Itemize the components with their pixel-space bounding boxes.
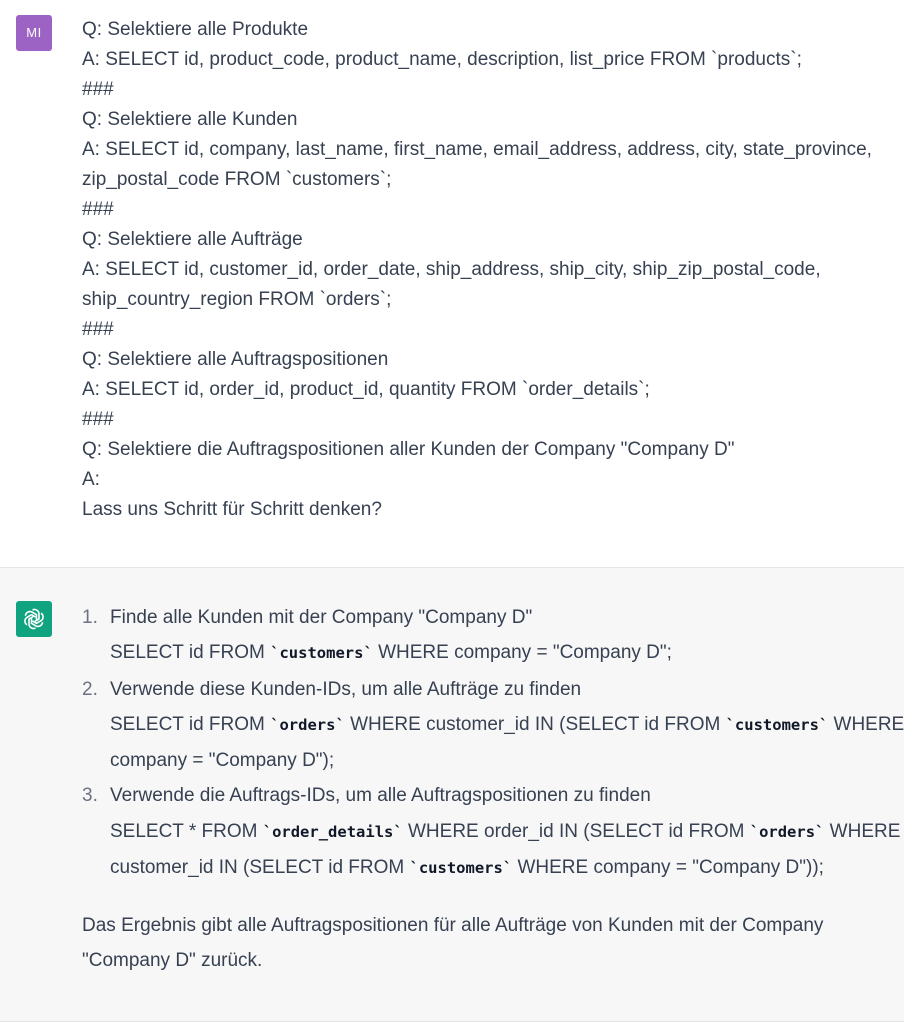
user-line: ###: [82, 79, 114, 100]
step-number: 2.: [82, 678, 98, 700]
user-line: Q: Selektiere alle Aufträge: [82, 229, 303, 250]
user-line: ###: [82, 409, 114, 430]
user-line: ###: [82, 319, 114, 340]
step-number: 3.: [82, 785, 98, 807]
answer-step: [82, 672, 904, 779]
step-number: 1.: [82, 607, 98, 628]
answer-step: [82, 778, 901, 886]
user-line: A: SELECT id, product_code, product_name, description, list_price FROM `products`;: [82, 49, 802, 70]
answer-summary: [82, 908, 897, 978]
inline-code: `customers`: [270, 644, 373, 663]
step-sql-line: customer_id IN (SELECT id FROM `customers` WHERE company = "Company D"));: [110, 857, 824, 879]
step-sql-line: SELECT id FROM `orders` WHERE customer_id IN (SELECT id FROM `customers` WHERE: [110, 713, 904, 735]
user-line: A: SELECT id, company, last_name, first_name, email_address, address, city, state_province,: [82, 139, 872, 160]
user-line: ###: [82, 199, 114, 220]
user-message-text: [82, 15, 892, 525]
user-line: Q: Selektiere alle Produkte: [82, 19, 309, 40]
user-line: zip_postal_code FROM `customers`;: [82, 169, 392, 190]
openai-logo-icon: [16, 601, 52, 637]
step-title: Verwende die Auftrags-IDs, um alle Auftragspositionen zu finden: [110, 785, 651, 807]
user-line: ship_country_region FROM `orders`;: [82, 289, 392, 310]
summary-line: Das Ergebnis gibt alle Auftragspositionen für alle Aufträge von Kunden mit der Company: [82, 915, 824, 936]
inline-code: `order_details`: [262, 822, 403, 841]
inline-code: `customers`: [409, 859, 513, 878]
inline-code: `orders`: [749, 822, 825, 841]
assistant-message: [0, 568, 904, 1022]
user-line: A: SELECT id, order_id, product_id, quantity FROM `order_details`;: [82, 379, 650, 400]
summary-line: "Company D" zurück.: [82, 950, 263, 971]
user-line: A:: [82, 469, 100, 490]
user-line: Lass uns Schritt für Schritt denken?: [82, 499, 382, 520]
user-line: Q: Selektiere alle Kunden: [82, 109, 298, 130]
step-sql-line: SELECT * FROM `order_details` WHERE order_id IN (SELECT id FROM `orders` WHERE: [110, 820, 901, 842]
user-line: Q: Selektiere alle Auftragspositionen: [82, 349, 389, 370]
answer-step: [82, 600, 897, 672]
user-avatar: MI: [16, 15, 52, 51]
step-title: Verwende diese Kunden-IDs, um alle Aufträge zu finden: [110, 678, 582, 700]
user-line: A: SELECT id, customer_id, order_date, ship_address, ship_city, ship_zip_postal_code,: [82, 259, 821, 280]
inline-code: `orders`: [270, 715, 345, 734]
step-sql-line: SELECT id FROM `customers` WHERE company = "Company D";: [110, 642, 672, 664]
user-line: Q: Selektiere die Auftragspositionen aller Kunden der Company "Company D": [82, 439, 735, 460]
step-sql-line: company = "Company D");: [110, 750, 335, 772]
step-title: Finde alle Kunden mit der Company "Company D": [110, 607, 533, 628]
answer-steps-list: [82, 600, 904, 886]
inline-code: `customers`: [725, 715, 829, 734]
